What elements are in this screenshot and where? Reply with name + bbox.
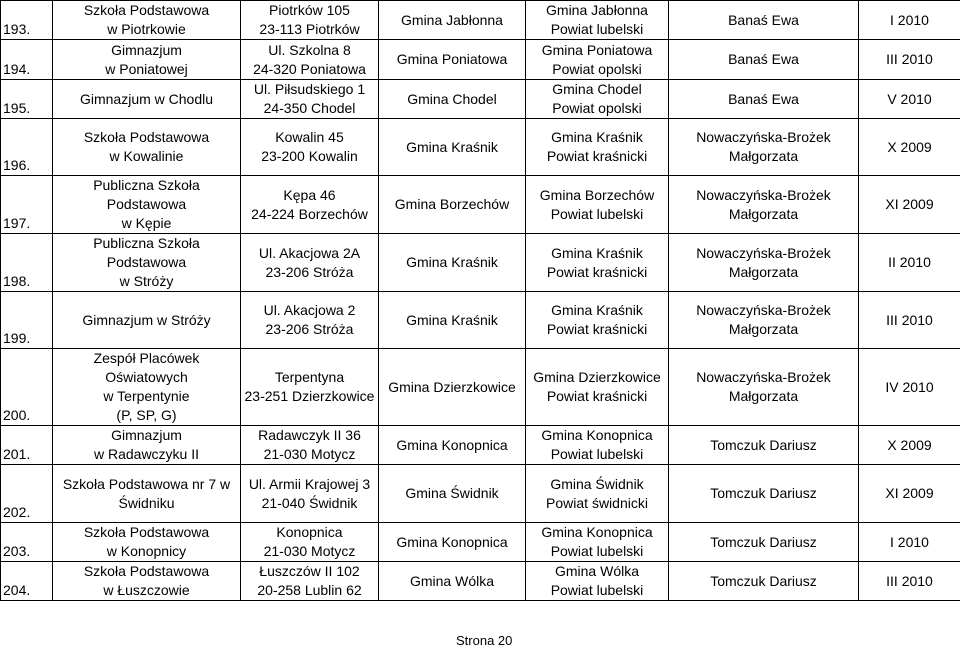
- cell-school: [53, 465, 241, 523]
- cell-school-line: Publiczna Szkoła: [93, 177, 200, 193]
- cell-number: 203.: [1, 523, 53, 562]
- cell-teacher-line: Banaś Ewa: [728, 51, 799, 67]
- cell-school-line: Szkoła Podstawowa: [83, 129, 210, 145]
- cell-gmina-line: Gmina Borzechów: [394, 196, 510, 212]
- table-row: [1, 176, 960, 234]
- cell-organ: [526, 465, 669, 523]
- cell-school-line: w Kępie: [121, 215, 172, 231]
- cell-organ-line: Powiat lubelski: [550, 205, 644, 222]
- cell-organ-line: Powiat opolski: [552, 100, 642, 116]
- cell-gmina: [379, 119, 526, 176]
- cell-organ-line: Powiat lubelski: [550, 446, 644, 462]
- cell-gmina: [379, 176, 526, 234]
- cell-organ: [526, 1, 669, 40]
- cell-teacher-line: Banaś Ewa: [728, 90, 799, 107]
- cell-school: [53, 562, 241, 601]
- cell-organ: [526, 523, 669, 562]
- cell-organ: [526, 80, 669, 119]
- cell-school-line: Gimnazjum w Stróży: [82, 311, 211, 328]
- cell-organ: [526, 349, 669, 426]
- cell-teacher-line: Małgorzata: [728, 321, 799, 337]
- cell-address: [241, 349, 379, 426]
- cell-number: 201.: [1, 426, 53, 465]
- cell-school: [53, 234, 241, 292]
- cell-date: I 2010: [859, 1, 960, 40]
- cell-school: [53, 119, 241, 176]
- cell-date: IV 2010: [859, 349, 960, 426]
- cell-school-line: Szkoła Podstawowa nr 7 w: [62, 475, 231, 492]
- cell-school-line: Gimnazjum w Chodlu: [79, 90, 214, 107]
- cell-school: [53, 176, 241, 234]
- cell-number: 204.: [1, 562, 53, 601]
- cell-number: 193.: [1, 1, 53, 40]
- page-footer: Strona 20: [456, 633, 513, 648]
- cell-organ-line: Powiat kraśnicki: [546, 321, 648, 337]
- cell-organ-line: Powiat lubelski: [550, 582, 644, 598]
- cell-address-line: 23-206 Stróża: [265, 263, 354, 280]
- cell-address: [241, 562, 379, 601]
- cell-teacher-line: Tomczuk Dariusz: [710, 572, 817, 589]
- table-row: [1, 119, 960, 176]
- table-body: [1, 1, 960, 601]
- cell-teacher-line: Małgorzata: [728, 388, 799, 404]
- cell-school-line: Szkoła Podstawowa: [83, 563, 210, 579]
- cell-address-line: 20-258 Lublin 62: [257, 582, 362, 598]
- cell-organ-line: Gmina Konopnica: [541, 524, 653, 540]
- cell-address-line: Piotrków 105: [269, 2, 350, 18]
- cell-school-line: w Kowalinie: [109, 148, 184, 164]
- cell-date: II 2010: [859, 234, 960, 292]
- cell-school: [53, 292, 241, 349]
- cell-organ: [526, 292, 669, 349]
- cell-organ: [526, 40, 669, 80]
- cell-school-line: Świdniku: [118, 494, 175, 511]
- cell-school-line: w Radawczyku II: [93, 446, 200, 462]
- cell-teacher-line: Małgorzata: [728, 263, 799, 280]
- table-row: [1, 40, 960, 80]
- cell-date: III 2010: [859, 562, 960, 601]
- table-row: [1, 349, 960, 426]
- cell-date: I 2010: [859, 523, 960, 562]
- cell-organ-line: Gmina Borzechów: [539, 186, 655, 203]
- cell-organ-line: Gmina Jabłonna: [546, 2, 648, 18]
- cell-organ-line: Powiat opolski: [552, 60, 642, 77]
- cell-address: [241, 234, 379, 292]
- cell-gmina: [379, 465, 526, 523]
- cell-school-line: Podstawowa: [106, 196, 187, 212]
- cell-organ-line: Gmina Wólka: [554, 563, 640, 579]
- cell-school-line: Podstawowa: [106, 254, 187, 270]
- cell-organ-line: Gmina Kraśnik: [551, 244, 643, 261]
- cell-number: 199.: [1, 292, 53, 349]
- cell-gmina-line: Gmina Kraśnik: [406, 138, 498, 155]
- cell-address-line: Konopnica: [276, 524, 343, 540]
- cell-address-line: 21-040 Świdnik: [261, 494, 358, 511]
- cell-teacher-line: Nowaczyńska-Brożek: [696, 369, 831, 385]
- table-row: [1, 1, 960, 40]
- cell-address: [241, 292, 379, 349]
- cell-address-line: Kowalin 45: [275, 129, 344, 145]
- cell-address: [241, 40, 379, 80]
- cell-number: 197.: [1, 176, 53, 234]
- cell-date: III 2010: [859, 40, 960, 80]
- cell-school-line: Gimnazjum: [111, 427, 182, 443]
- cell-organ: [526, 119, 669, 176]
- cell-gmina-line: Gmina Świdnik: [405, 485, 499, 501]
- cell-teacher: [669, 234, 859, 292]
- cell-teacher: [669, 40, 859, 80]
- cell-gmina: [379, 40, 526, 80]
- cell-gmina-line: Gmina Kraśnik: [406, 254, 498, 270]
- cell-school-line: w Terpentynie: [103, 388, 190, 404]
- cell-gmina-line: Gmina Chodel: [407, 90, 497, 107]
- cell-gmina: [379, 80, 526, 119]
- cell-school-line: w Piotrkowie: [107, 21, 186, 37]
- cell-number: 194.: [1, 40, 53, 80]
- cell-school: [53, 40, 241, 80]
- cell-address-line: 23-206 Stróża: [265, 321, 354, 337]
- cell-organ-line: Gmina Chodel: [552, 81, 642, 97]
- cell-date: X 2009: [859, 426, 960, 465]
- cell-organ: [526, 426, 669, 465]
- cell-date: XI 2009: [859, 176, 960, 234]
- cell-address: [241, 119, 379, 176]
- cell-number: 198.: [1, 234, 53, 292]
- cell-school-line: Oświatowych: [105, 369, 188, 385]
- cell-teacher: [669, 465, 859, 523]
- cell-address-line: 21-030 Motycz: [263, 543, 356, 559]
- cell-teacher: [669, 1, 859, 40]
- cell-school: [53, 80, 241, 119]
- cell-organ-line: Powiat lubelski: [550, 543, 644, 559]
- cell-school: [53, 426, 241, 465]
- cell-school-line: w Konopnicy: [106, 543, 187, 559]
- cell-teacher: [669, 562, 859, 601]
- cell-address: [241, 1, 379, 40]
- cell-number: 195.: [1, 80, 53, 119]
- cell-address-line: Ul. Akacjowa 2A: [258, 244, 361, 261]
- cell-organ-line: Powiat kraśnicki: [546, 263, 648, 280]
- cell-address-line: Terpentyna: [274, 369, 345, 385]
- table-row: [1, 292, 960, 349]
- cell-gmina-line: Gmina Konopnica: [396, 436, 508, 453]
- cell-teacher: [669, 292, 859, 349]
- cell-address-line: Kępa 46: [283, 186, 336, 203]
- cell-number: 200.: [1, 349, 53, 426]
- cell-gmina: [379, 523, 526, 562]
- cell-date: III 2010: [859, 292, 960, 349]
- cell-gmina-line: Gmina Kraśnik: [406, 311, 498, 328]
- cell-number: 202.: [1, 465, 53, 523]
- cell-address-line: 24-320 Poniatowa: [253, 60, 366, 77]
- cell-organ-line: Gmina Kraśnik: [551, 302, 643, 318]
- cell-teacher-line: Tomczuk Dariusz: [710, 436, 817, 453]
- cell-teacher: [669, 349, 859, 426]
- cell-address-line: 23-200 Kowalin: [261, 148, 358, 164]
- cell-organ: [526, 234, 669, 292]
- cell-address-line: 24-350 Chodel: [263, 100, 356, 116]
- table-row: [1, 562, 960, 601]
- cell-address: [241, 176, 379, 234]
- cell-gmina: [379, 349, 526, 426]
- cell-gmina: [379, 1, 526, 40]
- cell-address-line: Ul. Akacjowa 2: [263, 302, 356, 318]
- cell-address-line: 23-251 Dzierzkowice: [244, 388, 375, 404]
- cell-organ-line: Gmina Kraśnik: [551, 129, 643, 145]
- cell-teacher-line: Nowaczyńska-Brożek: [696, 244, 831, 261]
- cell-school-line: Zespół Placówek: [93, 350, 200, 366]
- cell-teacher-line: Nowaczyńska-Brożek: [696, 302, 831, 318]
- cell-organ-line: Gmina Dzierzkowice: [533, 369, 661, 385]
- table-row: [1, 523, 960, 562]
- cell-address: [241, 465, 379, 523]
- cell-organ-line: Gmina Poniatowa: [541, 41, 653, 58]
- cell-date: XI 2009: [859, 465, 960, 523]
- cell-gmina: [379, 292, 526, 349]
- cell-address: [241, 523, 379, 562]
- table-row: [1, 80, 960, 119]
- cell-gmina-line: Gmina Jabłonna: [401, 11, 503, 28]
- cell-address-line: 23-113 Piotrków: [259, 21, 360, 37]
- cell-organ-line: Powiat świdnicki: [546, 494, 648, 511]
- cell-teacher: [669, 523, 859, 562]
- cell-gmina: [379, 426, 526, 465]
- cell-school-line: w Poniatowej: [105, 60, 188, 77]
- cell-address-line: 21-030 Motycz: [263, 446, 356, 462]
- cell-school-line: Szkoła Podstawowa: [83, 2, 210, 18]
- cell-number: 196.: [1, 119, 53, 176]
- cell-address: [241, 80, 379, 119]
- cell-organ-line: Powiat kraśnicki: [546, 388, 648, 404]
- cell-address-line: Ul. Piłsudskiego 1: [253, 81, 366, 97]
- cell-organ: [526, 562, 669, 601]
- cell-teacher-line: Małgorzata: [728, 148, 799, 164]
- cell-teacher-line: Nowaczyńska-Brożek: [696, 186, 831, 203]
- cell-teacher: [669, 119, 859, 176]
- cell-address: [241, 426, 379, 465]
- table-row: [1, 234, 960, 292]
- table-row: [1, 426, 960, 465]
- cell-organ-line: Powiat lubelski: [550, 21, 644, 37]
- cell-address-line: Radawczyk II 36: [258, 427, 361, 443]
- cell-school: [53, 1, 241, 40]
- cell-teacher: [669, 80, 859, 119]
- cell-teacher-line: Tomczuk Dariusz: [710, 533, 817, 550]
- cell-school-line: w Stróży: [119, 273, 174, 289]
- cell-address-line: 24-224 Borzechów: [251, 205, 368, 222]
- cell-teacher-line: Banaś Ewa: [728, 11, 799, 28]
- cell-address-line: Ul. Szkolna 8: [268, 41, 351, 58]
- cell-organ-line: Gmina Świdnik: [550, 475, 644, 492]
- cell-organ-line: Gmina Konopnica: [541, 427, 653, 443]
- cell-school: [53, 523, 241, 562]
- cell-school-line: Gimnazjum: [111, 41, 182, 58]
- cell-gmina: [379, 234, 526, 292]
- cell-school: [53, 349, 241, 426]
- cell-school-line: Publiczna Szkoła: [93, 235, 200, 251]
- cell-address-line: Ul. Armii Krajowej 3: [248, 475, 371, 492]
- cell-school-line: (P, SP, G): [116, 407, 177, 423]
- cell-teacher-line: Tomczuk Dariusz: [710, 485, 817, 501]
- cell-address-line: Łuszczów II 102: [259, 563, 360, 579]
- cell-gmina-line: Gmina Dzierzkowice: [388, 378, 516, 395]
- cell-gmina: [379, 562, 526, 601]
- cell-organ-line: Powiat kraśnicki: [546, 148, 648, 164]
- cell-teacher: [669, 426, 859, 465]
- cell-gmina-line: Gmina Konopnica: [396, 533, 508, 550]
- cell-date: X 2009: [859, 119, 960, 176]
- cell-gmina-line: Gmina Poniatowa: [396, 51, 508, 67]
- cell-organ: [526, 176, 669, 234]
- cell-teacher: [669, 176, 859, 234]
- table-row: [1, 465, 960, 523]
- cell-school-line: Szkoła Podstawowa: [83, 524, 210, 540]
- cell-gmina-line: Gmina Wólka: [409, 572, 495, 589]
- cell-teacher-line: Nowaczyńska-Brożek: [696, 129, 831, 145]
- cell-date: V 2010: [859, 80, 960, 119]
- cell-school-line: w Łuszczowie: [103, 582, 190, 598]
- cell-teacher-line: Małgorzata: [728, 205, 799, 222]
